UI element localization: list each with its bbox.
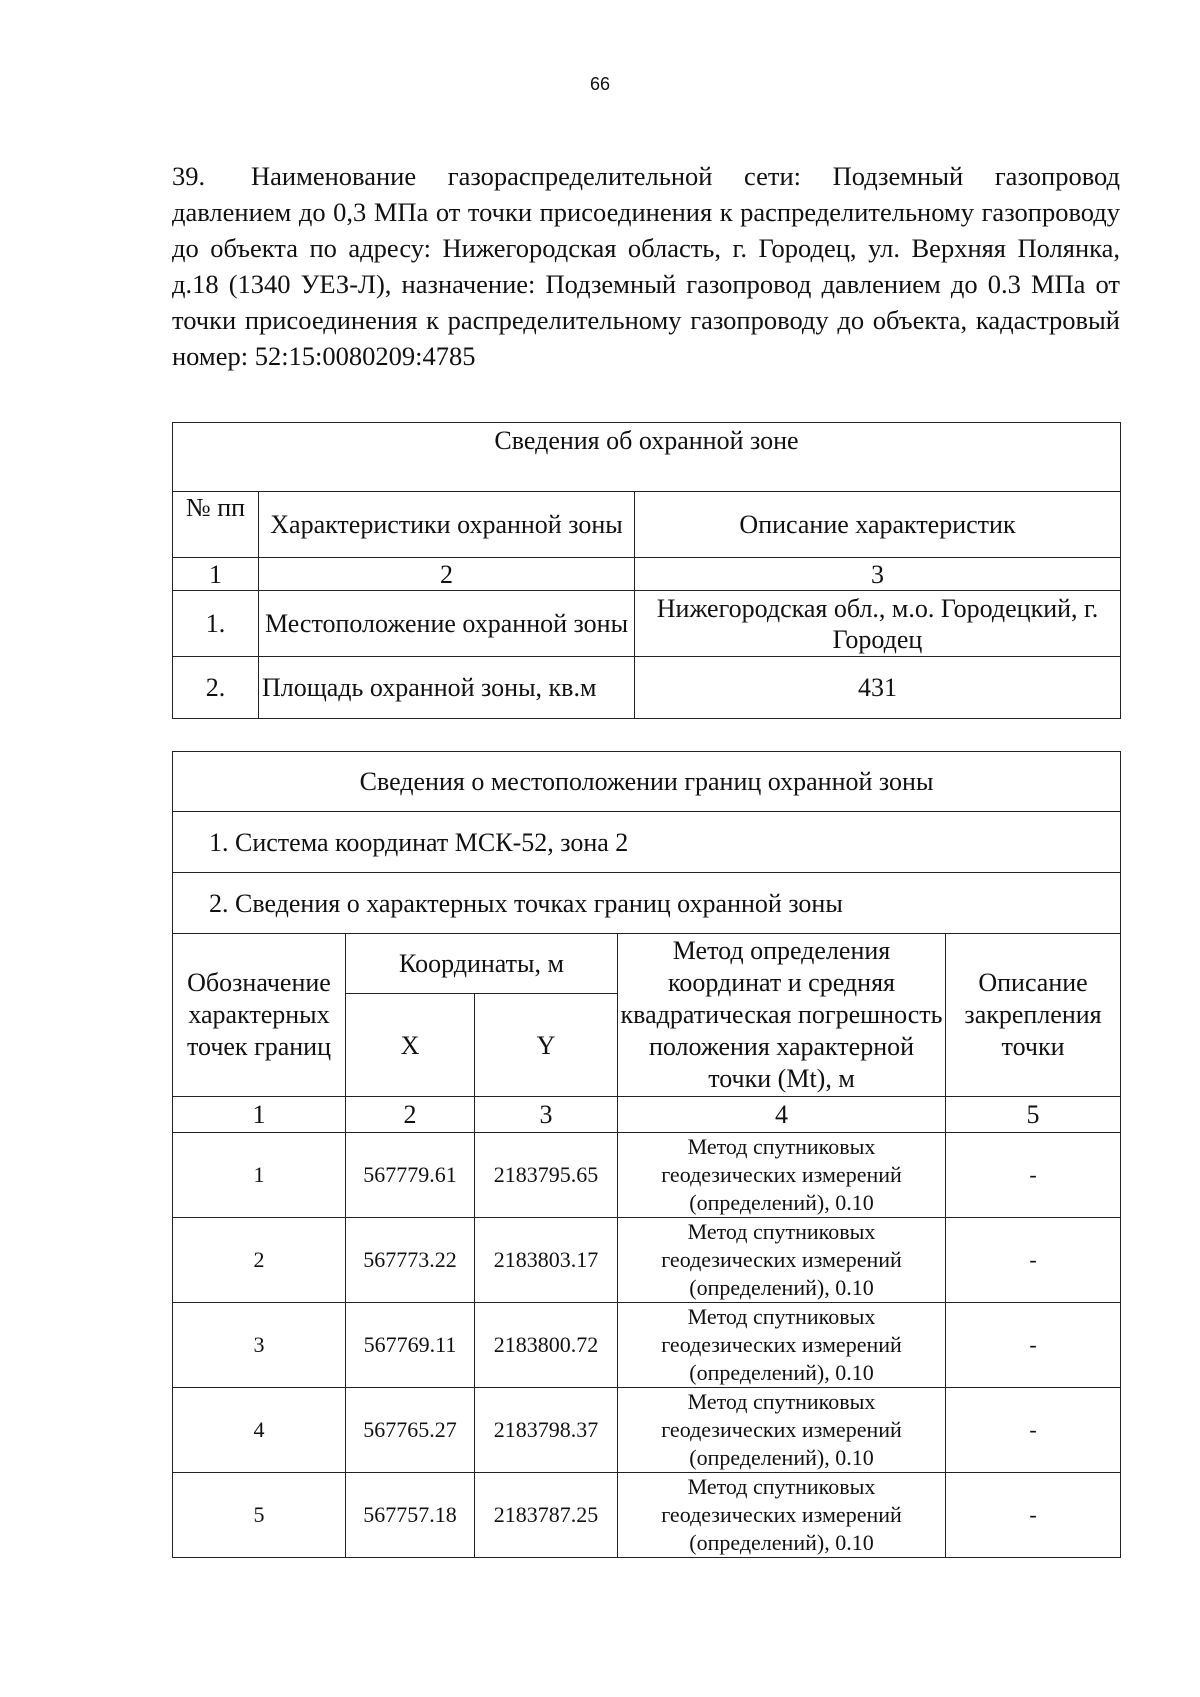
- point-method: Метод спутниковых геодезических измерений (определений), 0.10: [618, 1473, 946, 1558]
- point-x: 567757.18: [346, 1473, 475, 1558]
- point-x: 567779.61: [346, 1133, 475, 1218]
- point-x: 567769.11: [346, 1303, 475, 1388]
- intro-text: Наименование газораспределительной сети: Подземный газопровод давлением до 0,3 МПа от точки присоединения к распределительному газопроводу до объекта по адресу: Нижегородская область, г. Городец, ул. Верхняя Полянка, д.18 (1340 УЕЗ-Л), назначение: Подземный газопровод давлением до 0.3 МПа от точки присоединения к распределительному газопроводу до объекта, кадастровый номер: 52:15:0080209:4785: [172, 161, 1120, 371]
- table-row: [173, 657, 1121, 719]
- point-fixing: -: [946, 1218, 1121, 1303]
- header-method: Метод определения координат и средняя квадратическая погрешность положения характерной точки (Mt), м: [618, 934, 946, 1097]
- point-y: 2183787.25: [475, 1473, 618, 1558]
- zone-table-title: Сведения об охранной зоне: [173, 423, 1121, 492]
- index-cell: 5: [946, 1097, 1121, 1133]
- coordinate-system: 1. Система координат МСК-52, зона 2: [173, 812, 1121, 873]
- point-id: 1: [173, 1133, 346, 1218]
- index-cell: 2: [259, 558, 635, 591]
- point-id: 4: [173, 1388, 346, 1473]
- point-y: 2183795.65: [475, 1133, 618, 1218]
- boundary-location-table: [172, 751, 1121, 1558]
- point-y: 2183800.72: [475, 1303, 618, 1388]
- point-y: 2183798.37: [475, 1388, 618, 1473]
- header-y: Y: [475, 994, 618, 1097]
- table-row: [173, 1473, 1121, 1558]
- bounds-table-title: Сведения о местоположении границ охранной зоны: [173, 752, 1121, 812]
- table-row: [173, 1218, 1121, 1303]
- table-row: [173, 1303, 1121, 1388]
- point-x: 567765.27: [346, 1388, 475, 1473]
- row-num: 1.: [173, 591, 259, 657]
- row-characteristic: Местоположение охранной зоны: [259, 591, 635, 657]
- index-cell: 2: [346, 1097, 475, 1133]
- point-fixing: -: [946, 1388, 1121, 1473]
- index-cell: 3: [635, 558, 1121, 591]
- protection-zone-table: [172, 422, 1121, 719]
- index-cell: 1: [173, 1097, 346, 1133]
- header-designation: Обозначение характерных точек границ: [173, 934, 346, 1097]
- index-cell: 3: [475, 1097, 618, 1133]
- point-fixing: -: [946, 1303, 1121, 1388]
- point-method: Метод спутниковых геодезических измерений (определений), 0.10: [618, 1303, 946, 1388]
- table-row: [173, 1388, 1121, 1473]
- header-num: № пп: [173, 492, 259, 558]
- header-coords: Координаты, м: [346, 934, 618, 994]
- page-number: 66: [589, 74, 611, 94]
- row-description: 431: [635, 657, 1121, 719]
- points-title: 2. Сведения о характерных точках границ охранной зоны: [173, 873, 1121, 934]
- index-cell: 1: [173, 558, 259, 591]
- point-fixing: -: [946, 1473, 1121, 1558]
- table-row: [173, 591, 1121, 657]
- point-id: 3: [173, 1303, 346, 1388]
- index-cell: 4: [618, 1097, 946, 1133]
- header-fixing: Описание закрепления точки: [946, 934, 1121, 1097]
- item-number: 39.: [172, 161, 206, 191]
- point-fixing: -: [946, 1133, 1121, 1218]
- row-num: 2.: [173, 657, 259, 719]
- header-characteristic: Характеристики охранной зоны: [259, 492, 635, 558]
- point-method: Метод спутниковых геодезических измерений (определений), 0.10: [618, 1133, 946, 1218]
- point-y: 2183803.17: [475, 1218, 618, 1303]
- row-characteristic: Площадь охранной зоны, кв.м: [259, 657, 635, 719]
- point-method: Метод спутниковых геодезических измерений (определений), 0.10: [618, 1218, 946, 1303]
- point-id: 2: [173, 1218, 346, 1303]
- table-row: [173, 1133, 1121, 1218]
- row-description: Нижегородская обл., м.о. Городецкий, г. Городец: [635, 591, 1121, 657]
- intro-paragraph: [172, 158, 1120, 374]
- point-x: 567773.22: [346, 1218, 475, 1303]
- header-description: Описание характеристик: [635, 492, 1121, 558]
- point-id: 5: [173, 1473, 346, 1558]
- header-x: X: [346, 994, 475, 1097]
- point-method: Метод спутниковых геодезических измерений (определений), 0.10: [618, 1388, 946, 1473]
